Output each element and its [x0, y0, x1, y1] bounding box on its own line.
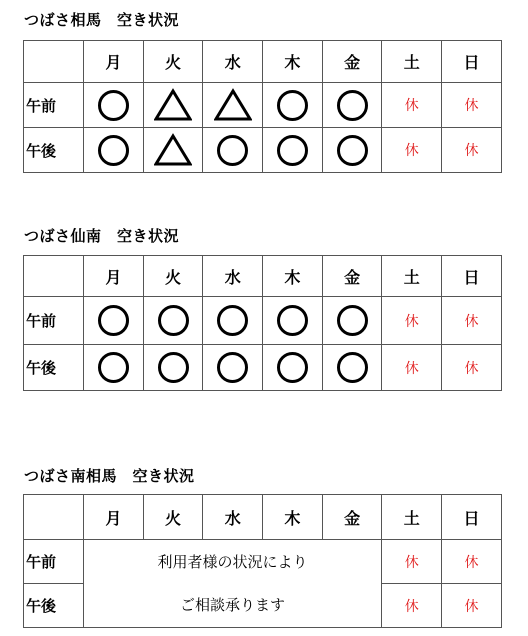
note-line-2: ご相談承ります — [179, 596, 285, 614]
available-circle-mark — [158, 305, 189, 336]
corner-cell — [24, 256, 84, 297]
available-circle-mark — [98, 352, 129, 383]
status-cell — [322, 83, 382, 128]
limited-triangle-mark — [154, 88, 192, 122]
period-label: 午後 — [24, 345, 84, 391]
status-cell — [322, 297, 382, 345]
closed-cell: 休 — [442, 297, 502, 345]
day-header: 土 — [382, 495, 442, 540]
day-header: 土 — [382, 256, 442, 297]
am-row — [24, 83, 502, 128]
closed-cell: 休 — [382, 345, 442, 391]
availability-table-soma — [23, 40, 502, 173]
available-circle-mark — [337, 305, 368, 336]
day-header: 水 — [203, 41, 263, 83]
day-header: 月 — [84, 41, 144, 83]
status-cell — [263, 128, 323, 173]
day-header: 日 — [442, 256, 502, 297]
status-cell — [322, 128, 382, 173]
available-circle-mark — [337, 90, 368, 121]
pm-row — [24, 345, 502, 391]
status-cell — [84, 297, 144, 345]
note-line-1: 利用者様の状況により — [157, 553, 308, 571]
day-header: 火 — [143, 495, 203, 540]
limited-triangle-mark — [154, 133, 192, 167]
consultation-note-box — [83, 539, 382, 628]
closed-cell: 休 — [442, 128, 502, 173]
status-cell — [263, 83, 323, 128]
status-cell — [84, 345, 144, 391]
status-cell — [143, 83, 203, 128]
available-circle-mark — [337, 352, 368, 383]
closed-cell: 休 — [382, 128, 442, 173]
available-circle-mark — [217, 352, 248, 383]
status-cell — [203, 345, 263, 391]
status-cell — [203, 83, 263, 128]
corner-cell — [24, 41, 84, 83]
section-title-minamisoma: つばさ南相馬 空き状況 — [24, 467, 195, 485]
day-header: 火 — [143, 41, 203, 83]
pm-row — [24, 128, 502, 173]
day-header: 金 — [322, 495, 382, 540]
available-circle-mark — [337, 135, 368, 166]
available-circle-mark — [217, 305, 248, 336]
closed-cell: 休 — [382, 540, 442, 584]
closed-cell: 休 — [442, 584, 502, 628]
closed-cell: 休 — [382, 584, 442, 628]
day-header: 土 — [382, 41, 442, 83]
available-circle-mark — [277, 90, 308, 121]
day-header: 日 — [442, 495, 502, 540]
day-header: 水 — [203, 256, 263, 297]
header-row — [24, 41, 502, 83]
day-header: 木 — [263, 256, 323, 297]
status-cell — [84, 83, 144, 128]
closed-cell: 休 — [382, 83, 442, 128]
closed-cell: 休 — [442, 345, 502, 391]
available-circle-mark — [98, 305, 129, 336]
available-circle-mark — [98, 90, 129, 121]
available-circle-mark — [158, 352, 189, 383]
period-label: 午後 — [24, 584, 84, 628]
day-header: 金 — [322, 256, 382, 297]
day-header: 日 — [442, 41, 502, 83]
available-circle-mark — [277, 305, 308, 336]
day-header: 金 — [322, 41, 382, 83]
status-cell — [263, 345, 323, 391]
closed-cell: 休 — [442, 83, 502, 128]
status-cell — [203, 297, 263, 345]
day-header: 月 — [84, 495, 144, 540]
day-header: 火 — [143, 256, 203, 297]
period-label: 午後 — [24, 128, 84, 173]
available-circle-mark — [277, 135, 308, 166]
day-header: 水 — [203, 495, 263, 540]
closed-cell: 休 — [382, 297, 442, 345]
status-cell — [322, 345, 382, 391]
header-row — [24, 495, 502, 540]
header-row — [24, 256, 502, 297]
day-header: 木 — [263, 495, 323, 540]
day-header: 月 — [84, 256, 144, 297]
available-circle-mark — [277, 352, 308, 383]
status-cell — [263, 297, 323, 345]
day-header: 木 — [263, 41, 323, 83]
period-label: 午前 — [24, 540, 84, 584]
status-cell — [143, 345, 203, 391]
period-label: 午前 — [24, 83, 84, 128]
section-title-soma: つばさ相馬 空き状況 — [24, 11, 180, 29]
status-cell — [84, 128, 144, 173]
status-cell — [143, 128, 203, 173]
closed-cell: 休 — [442, 540, 502, 584]
availability-table-sennan — [23, 255, 502, 391]
corner-cell — [24, 495, 84, 540]
period-label: 午前 — [24, 297, 84, 345]
limited-triangle-mark — [214, 88, 252, 122]
am-row — [24, 297, 502, 345]
section-title-sennan: つばさ仙南 空き状況 — [24, 227, 180, 245]
status-cell — [143, 297, 203, 345]
status-cell — [203, 128, 263, 173]
available-circle-mark — [217, 135, 248, 166]
available-circle-mark — [98, 135, 129, 166]
